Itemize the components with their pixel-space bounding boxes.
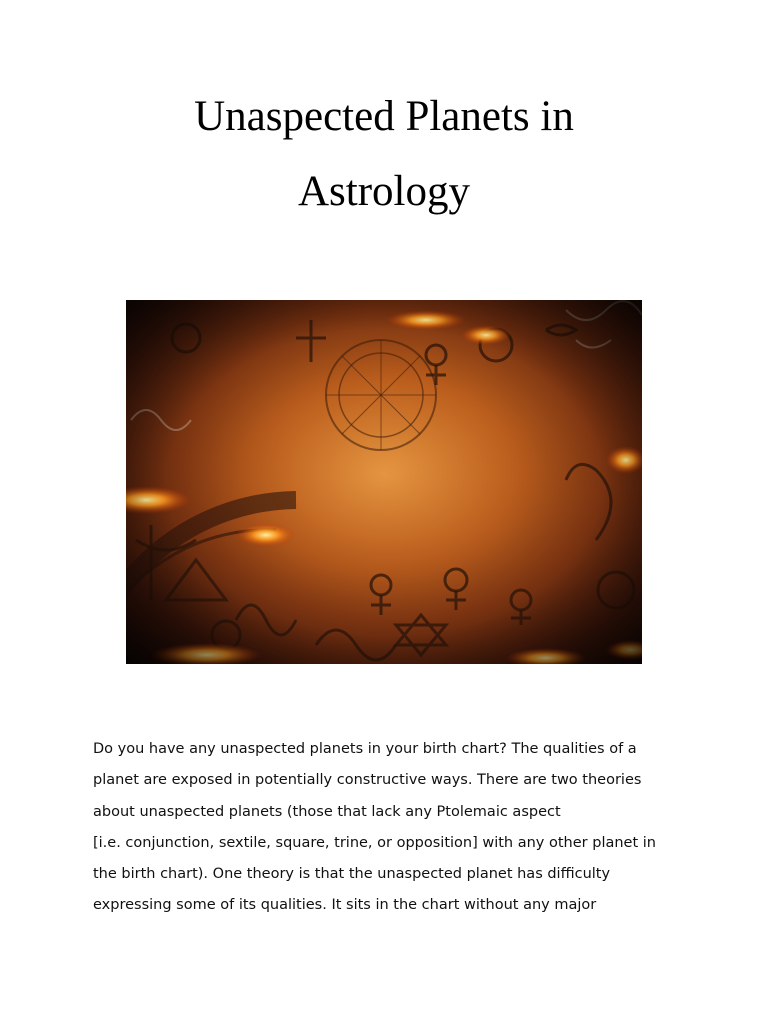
- page-title-line-2: Astrology: [298, 168, 470, 215]
- paragraph-line: about unaspected planets (those that lack any Ptolemaic aspect: [93, 803, 561, 820]
- paragraph-line: Do you have any unaspected planets in your birth chart? The qualities of a: [93, 741, 637, 757]
- page-title-line-1: Unaspected Planets in: [194, 93, 574, 140]
- paragraph-line: the birth chart). One theory is that the unaspected planet has difficulty: [93, 866, 611, 883]
- body-paragraph: [93, 734, 683, 922]
- astrology-illustration: [126, 300, 642, 664]
- paragraph-line: planet are exposed in potentially constructive ways. There are two theories: [93, 772, 642, 789]
- paragraph-line: [i.e. conjunction, sextile, square, trine, or opposition] with any other planet in: [93, 834, 656, 851]
- paragraph-line: expressing some of its qualities. It sits in the chart without any major: [93, 897, 597, 914]
- astrology-illustration-art: [126, 300, 642, 664]
